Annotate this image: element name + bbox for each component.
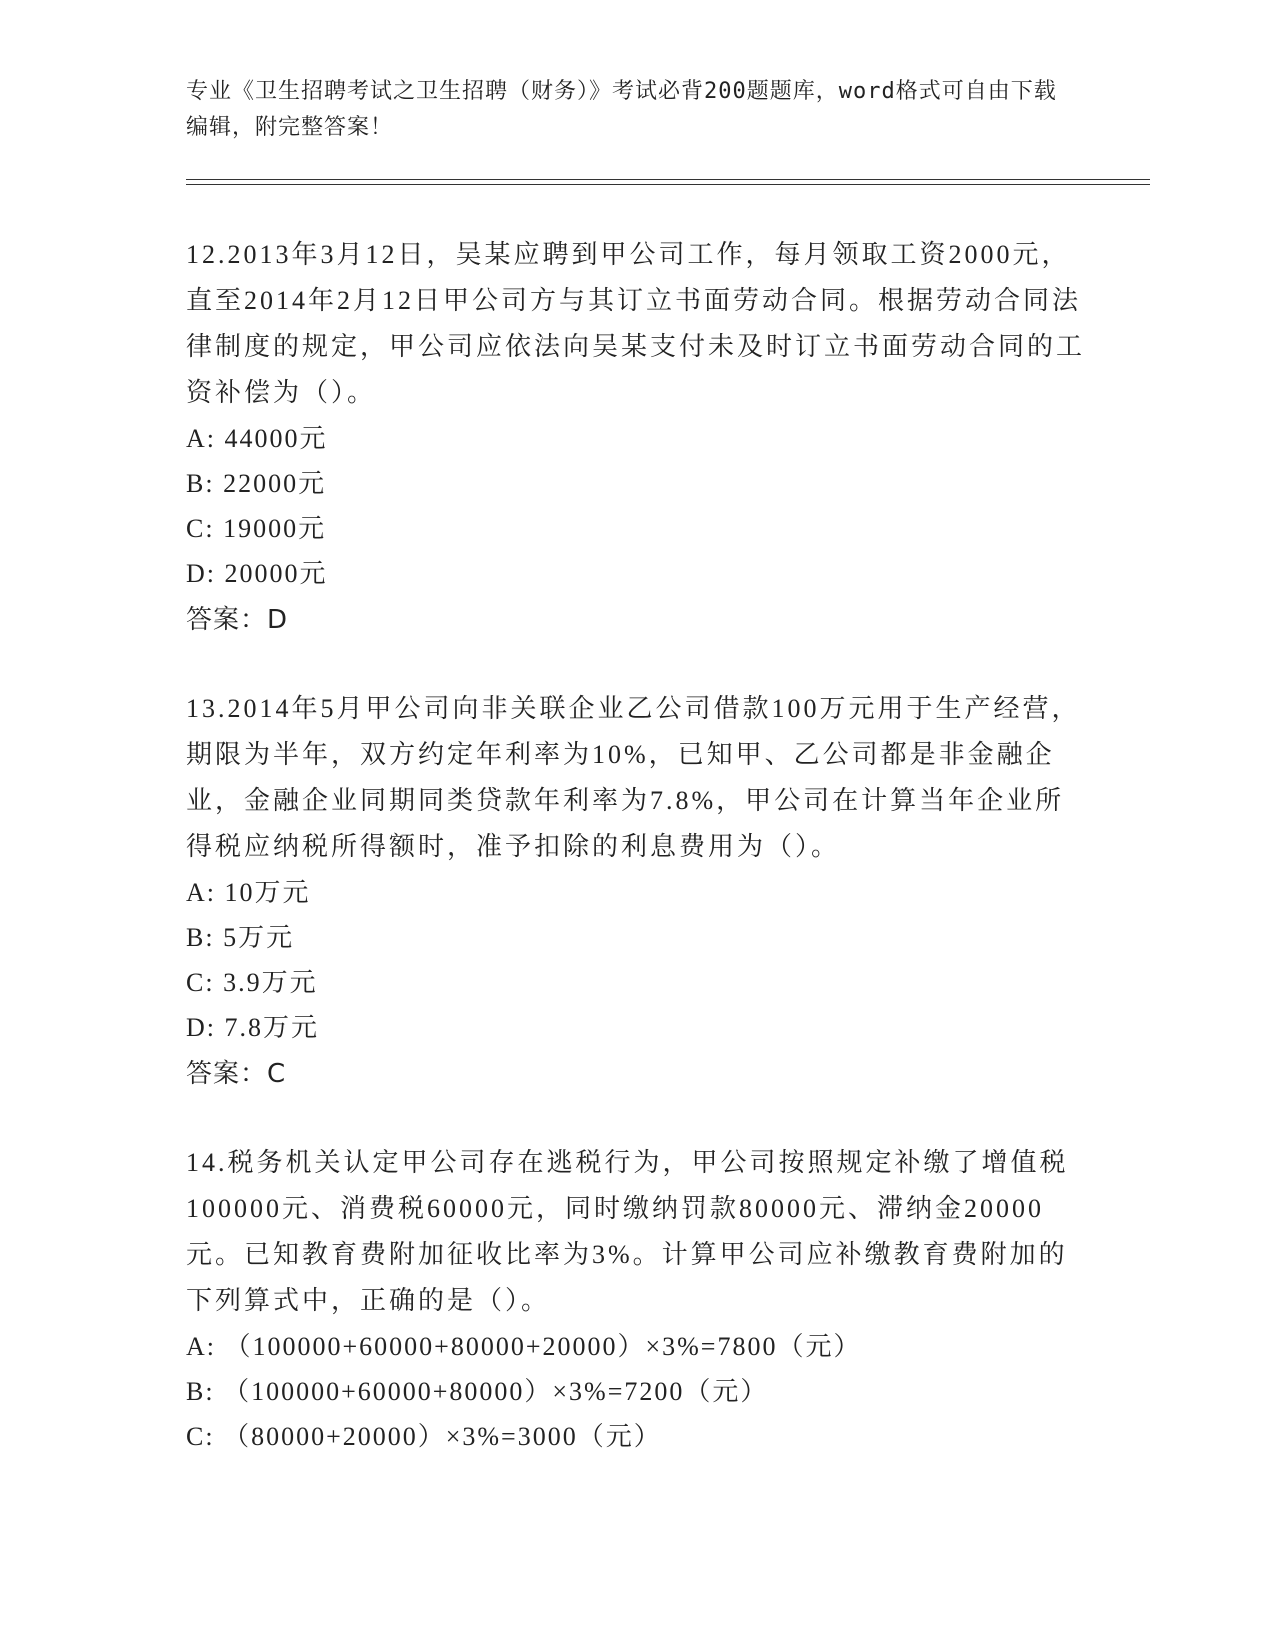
- question-stem: 12.2013年3月12日，吴某应聘到甲公司工作，每月领取工资2000元，直至2014年2月12日甲公司方与其订立书面劳动合同。根据劳动合同法律制度的规定，甲公司应依法向吴某支付未及时订立书面劳动合同的工资补偿为（）。: [186, 240, 1086, 407]
- option-c: C: 3.9万元: [186, 968, 318, 997]
- header-rule-bottom: [186, 184, 1150, 185]
- header-rule-top: [186, 179, 1150, 180]
- option-b: B: 5万元: [186, 923, 295, 952]
- answer: 答案：C: [186, 1059, 287, 1089]
- question-12: [186, 232, 1086, 644]
- option-d: D: 7.8万元: [186, 1013, 320, 1042]
- header-text: 专业《卫生招聘考试之卫生招聘（财务）》考试必背200题题库，word格式可自由下载编辑，附完整答案！: [186, 79, 1057, 140]
- option-b: B: 22000元: [186, 469, 327, 498]
- question-13: [186, 686, 1086, 1098]
- answer: 答案：D: [186, 605, 289, 635]
- option-c: C: 19000元: [186, 514, 327, 543]
- option-a: A: 10万元: [186, 878, 311, 907]
- question-stem: 13.2014年5月甲公司向非关联企业乙公司借款100万元用于生产经营，期限为半年，双方约定年利率为10%，已知甲、乙公司都是非金融企业，金融企业同期同类贷款年利率为7.8%，甲公司在计算当年企业所得税应纳税所得额时，准予扣除的利息费用为（）。: [186, 694, 1081, 861]
- document-header: [186, 74, 1066, 146]
- option-a: A: （100000+60000+80000+20000）×3%=7800（元）: [186, 1332, 862, 1361]
- question-stem: 14.税务机关认定甲公司存在逃税行为，甲公司按照规定补缴了增值税100000元、消费税60000元，同时缴纳罚款80000元、滞纳金20000元。已知教育费附加征收比率为3%。计算甲公司应补缴教育费附加的下列算式中，正确的是（）。: [186, 1148, 1069, 1315]
- question-14: [186, 1140, 1086, 1459]
- option-b: B: （100000+60000+80000）×3%=7200（元）: [186, 1377, 769, 1406]
- option-d: D: 20000元: [186, 559, 328, 588]
- option-c: C: （80000+20000）×3%=3000（元）: [186, 1422, 662, 1451]
- option-a: A: 44000元: [186, 424, 328, 453]
